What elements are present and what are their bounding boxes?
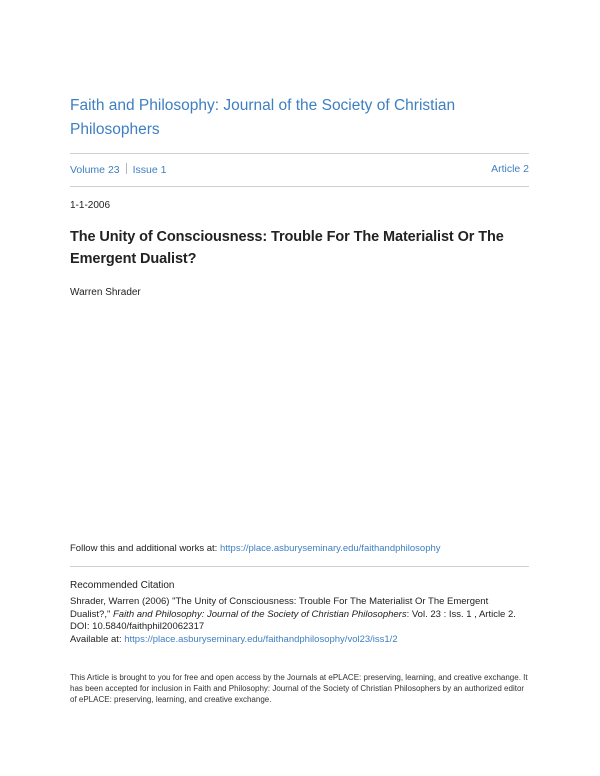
volume-link[interactable]: Volume 23 — [70, 164, 120, 176]
separator — [126, 163, 127, 174]
citation-suffix: : Vol. 23 : Iss. 1 , Article 2. — [406, 608, 516, 620]
available-link[interactable]: https://place.asburyseminary.edu/faithandphilosophy/vol23/iss1/2 — [124, 633, 398, 645]
divider — [70, 153, 529, 154]
follow-line — [70, 543, 441, 554]
issue-link[interactable]: Issue 1 — [132, 164, 167, 176]
recommended-citation-heading: Recommended Citation — [70, 580, 175, 591]
issue-navigation — [70, 163, 529, 176]
publication-date: 1-1-2006 — [70, 200, 111, 211]
footer-notice: This Article is brought to you for free and open access by the Journals at ePLACE: preserving, learning, and creative exchange. It has been accepted for inclusion in Faith and Philosophy: Journal of the Society of Christian Philosophers by an authorized editor of ePLACE: preserving, learning, and creative exchange. — [70, 673, 528, 704]
paper-title: The Unity of Consciousness: Trouble For The Materialist Or The Emergent Dualist? — [70, 229, 504, 267]
follow-link[interactable]: https://place.asburyseminary.edu/faithandphilosophy — [219, 543, 441, 554]
follow-text: Follow this and additional works at: — [70, 543, 220, 554]
citation-journal: Faith and Philosophy: Journal of the Society of Christian Philosophers — [112, 608, 407, 620]
citation-block — [70, 596, 529, 646]
journal-title-link[interactable]: Faith and Philosophy: Journal of the Society of Christian Philosophers — [70, 97, 456, 138]
author-name: Warren Shrader — [70, 287, 141, 298]
citation-prefix: Shrader, Warren (2006) "The Unity of Consciousness: Trouble For The Materialist Or The Emergent Dualist?," — [70, 596, 489, 620]
divider — [70, 186, 529, 187]
article-link[interactable]: Article 2 — [491, 163, 529, 175]
available-label: Available at: — [70, 633, 125, 645]
citation-doi: DOI: 10.5840/faithphil20062317 — [70, 621, 205, 632]
divider — [70, 566, 529, 567]
